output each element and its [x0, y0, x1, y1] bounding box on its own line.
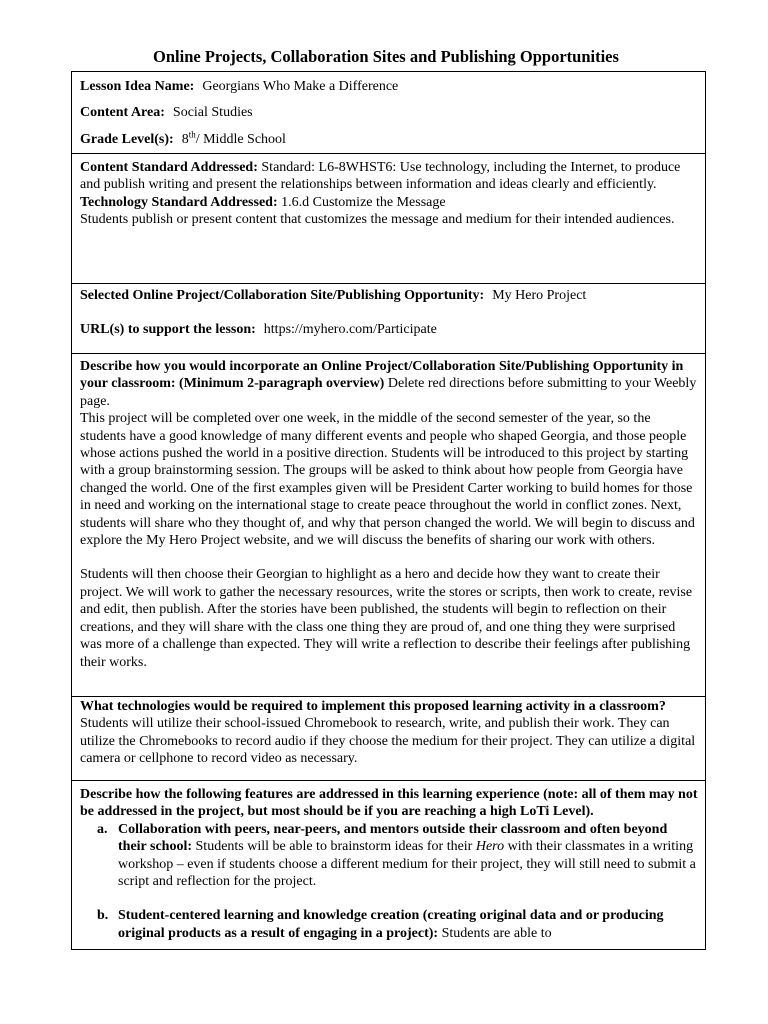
online-project-label: Selected Online Project/Collaboration Site/Publishing Opportunity:: [80, 288, 485, 303]
online-project-cell: [72, 284, 705, 354]
technology-standard-label: Technology Standard Addressed:: [80, 194, 278, 210]
grade-level-rest: / Middle School: [195, 131, 286, 147]
content-area-label: Content Area:: [80, 105, 165, 121]
lesson-info-cell: [72, 72, 705, 154]
url-label: URL(s) to support the lesson:: [80, 322, 256, 338]
url-value: https://myhero.com/Participate: [263, 322, 437, 338]
feature-item-b-text: Students are able to: [441, 925, 552, 941]
features-cell: [72, 781, 705, 950]
grade-level-suffix: th: [188, 129, 196, 140]
feature-item-b-label: Student-centered learning and knowledge creation (creating original data and or producing original products as a result of engaging in a project):: [118, 908, 664, 941]
grade-level-label: Grade Level(s):: [80, 131, 174, 147]
feature-item-a-label: Collaboration with peers, near-peers, and mentors outside their classroom and often beyond their school:: [118, 821, 668, 855]
feature-item-a-italic: Hero: [475, 839, 505, 855]
lesson-plan-table: [71, 71, 706, 950]
feature-item-a-text-1: Students will be able to brainstorm ideas for their: [195, 839, 473, 855]
online-project-value: My Hero Project: [492, 288, 587, 303]
incorporate-paragraph-1: This project will be completed over one week, in the middle of the second semester of the year, so the students have a good knowledge of many different events and people who shaped Georgia, and those people whose actions pushed the world in a positive direction. Students will be introduced to this project by starting with a group brainstorming session. The groups will be asked to think about how people from Georgia have changed the world. One of the first examples given will be President Carter working to build homes for those in need and working on the international stage to create peace throughout the world in conflict zones. Next, students will share who they thought of, and why that person changed the world. We will begin to discuss and explore the My Hero Project website, and we will discuss the benefits of sharing our work with others.: [80, 411, 695, 549]
standards-cell: [72, 154, 705, 284]
technologies-cell: [72, 697, 705, 781]
features-label: Describe how the following features are addressed in this learning experience (note: all of them may not be addressed in the project, but most should be if you are reaching a high LoTi Level).: [80, 787, 698, 820]
feature-item-a-text-2: with their classmates in a writing workshop – even if students choose a different medium for their project, they will still need to submit a script and reflection for the project.: [118, 839, 696, 890]
incorporate-label: Describe how you would incorporate an Online Project/Collaboration Site/Publishing Opportunity in your classroom: (Minimum 2-paragraph overview): [80, 359, 684, 392]
incorporate-directions: Delete red directions before submitting to your Weebly page.: [80, 376, 697, 409]
feature-item-a-marker: a.: [97, 821, 108, 837]
incorporate-cell: [72, 354, 705, 697]
technologies-label: What technologies would be required to implement this proposed learning activity in a classroom?: [80, 699, 666, 714]
content-standard-label: Content Standard Addressed:: [80, 160, 258, 175]
feature-item-b: [80, 907, 699, 942]
lesson-name-value: Georgians Who Make a Difference: [202, 79, 399, 94]
feature-item-a: [80, 821, 699, 891]
feature-item-b-marker: b.: [97, 908, 109, 924]
technologies-value: Students will utilize their school-issued Chromebook to research, write, and publish their work. They can utilize the Chromebooks to record audio if they choose the medium for their project. They can utilize a digital camera or cellphone to record video as necessary.: [80, 716, 696, 767]
lesson-name-label: Lesson Idea Name:: [80, 79, 195, 94]
content-area-value: Social Studies: [172, 105, 253, 121]
grade-level-number: 8: [181, 131, 189, 147]
incorporate-paragraph-2: Students will then choose their Georgian to highlight as a hero and decide how they want to create their project. We will work to gather the necessary resources, write the stores or scripts, then work to create, revise and edit, then publish. After the stories have been published, the students will begin to reflection on their creations, and they will share with the class one thing they are proud of, and one thing they were surprised was more of a challenge than expected. They will write a reflection to describe their feelings after publishing their works.: [80, 567, 693, 670]
content-standard-value: Standard: L6-8WHST6: Use technology, including the Internet, to produce and publish writing and present the relationships between information and ideas clearly and efficiently.: [80, 160, 681, 193]
document-title: Online Projects, Collaboration Sites and Publishing Opportunities: [153, 47, 619, 66]
technology-standard-value: 1.6.d Customize the Message: [281, 194, 446, 210]
technology-standard-description: Students publish or present content that customizes the message and medium for their intended audiences.: [80, 212, 675, 228]
